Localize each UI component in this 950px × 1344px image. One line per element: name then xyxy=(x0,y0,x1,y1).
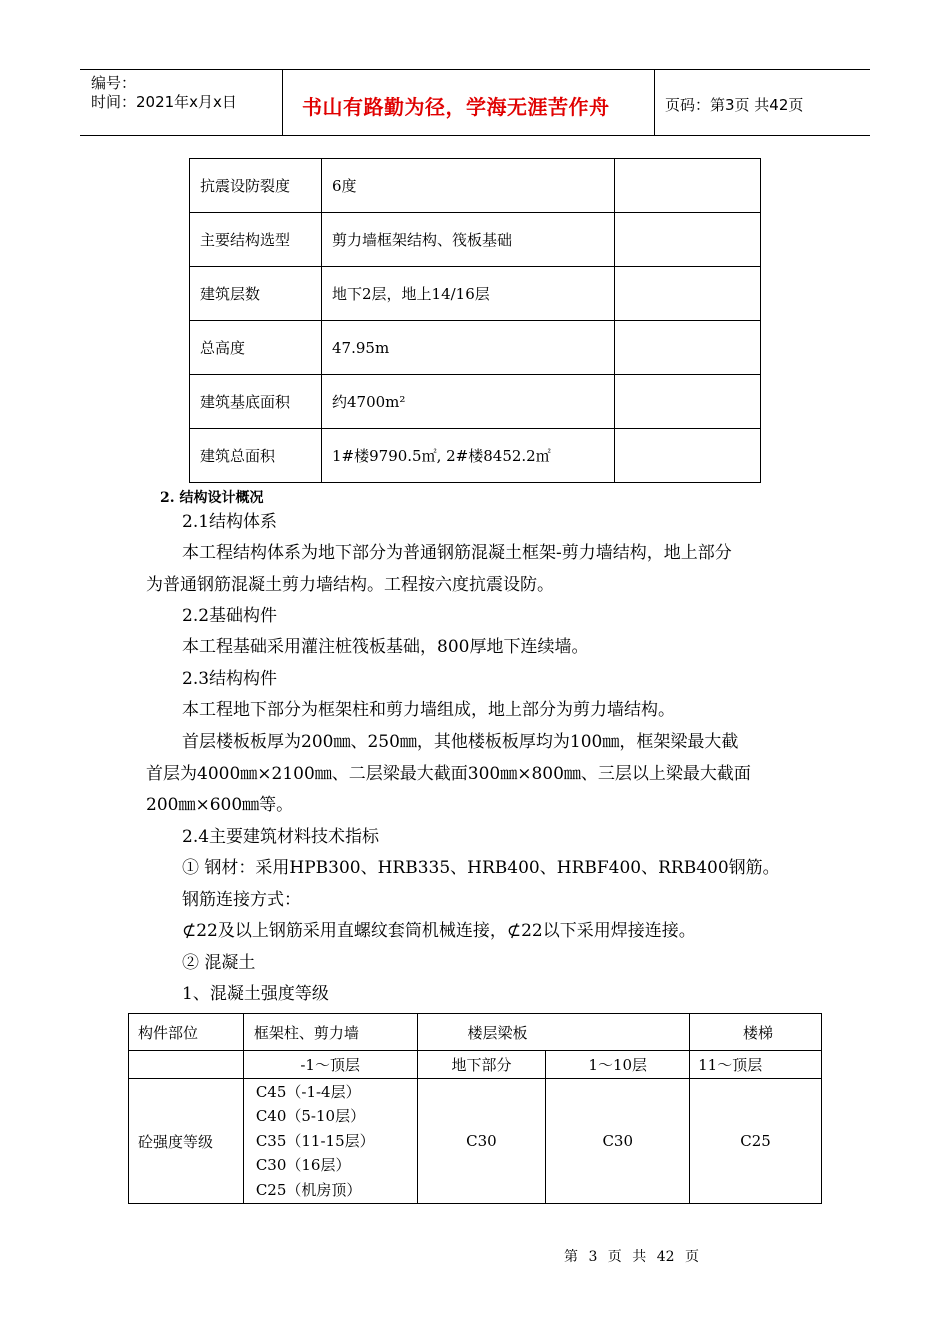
table-row xyxy=(190,321,761,375)
row-value: 地下2层，地上14/16层 xyxy=(322,267,615,321)
slab-1-10-grade: C30 xyxy=(546,1079,690,1204)
header-slab: 楼层梁板 xyxy=(417,1014,690,1051)
motto: 书山有路勤为径，学海无涯苦作舟 xyxy=(302,95,610,119)
table-row xyxy=(190,429,761,483)
row-extra xyxy=(615,375,761,429)
row-extra xyxy=(615,267,761,321)
paragraph: ② 混凝土 xyxy=(182,953,256,973)
table-row xyxy=(190,267,761,321)
time-label: 时间：2021年x月x日 xyxy=(91,93,237,111)
page-label: 页码：第3页 共42页 xyxy=(665,96,804,114)
grade-item: C40（5-10层） xyxy=(255,1107,366,1126)
overview-table xyxy=(189,158,761,483)
paragraph: ① 钢材：采用HPB300、HRB335、HRB400、HRBF400、RRB400钢筋。 xyxy=(182,858,780,878)
section-title: 2. 结构设计概况 xyxy=(160,490,264,506)
row-value: 剪力墙框架结构、筏板基础 xyxy=(322,213,615,267)
paragraph: 1、混凝土强度等级 xyxy=(182,984,329,1004)
row-label: 抗震设防裂度 xyxy=(190,159,322,213)
row-label: 总高度 xyxy=(190,321,322,375)
row-extra xyxy=(615,429,761,483)
row-label: 建筑层数 xyxy=(190,267,322,321)
subheader-stair-range: 11～顶层 xyxy=(690,1051,822,1079)
grade-item: C35（11-15层） xyxy=(255,1131,375,1150)
header-top-rule xyxy=(80,69,870,70)
table-row xyxy=(129,1079,822,1204)
grade-item: C45（-1-4层） xyxy=(255,1082,361,1101)
row-extra xyxy=(615,159,761,213)
header-stair: 楼梯 xyxy=(690,1014,822,1051)
row-extra xyxy=(615,321,761,375)
grade-item: C30（16层） xyxy=(255,1156,351,1175)
header-divider-right xyxy=(654,69,655,136)
paragraph: 钢筋连接方式： xyxy=(182,890,301,910)
row-extra xyxy=(615,213,761,267)
subsection-title-2-3: 2.3结构构件 xyxy=(182,669,278,689)
paragraph: ⊄22及以上钢筋采用直螺纹套筒机械连接，⊄22以下采用焊接连接。 xyxy=(182,921,696,941)
table-row xyxy=(190,213,761,267)
header-part: 构件部位 xyxy=(129,1014,244,1051)
subsection-title-2-2: 2.2基础构件 xyxy=(182,606,278,626)
row-value: 6度 xyxy=(322,159,615,213)
page-footer: 第 3 页 共 42 页 xyxy=(564,1249,699,1265)
row-label: 建筑基底面积 xyxy=(190,375,322,429)
header-wall: 框架柱、剪力墙 xyxy=(243,1014,417,1051)
wall-grade-list xyxy=(243,1079,417,1204)
row-label: 主要结构选型 xyxy=(190,213,322,267)
table-subheader-row xyxy=(129,1051,822,1079)
subsection-title-2-1: 2.1结构体系 xyxy=(182,512,278,532)
subsection-title-2-4: 2.4主要建筑材料技术指标 xyxy=(182,827,380,847)
table-header-row xyxy=(129,1014,822,1051)
paragraph: 为普通钢筋混凝土剪力墙结构。工程按六度抗震设防。 xyxy=(146,575,554,595)
paragraph: 首层为4000㎜×2100㎜、二层梁最大截面300㎜×800㎜、三层以上梁最大截面 xyxy=(146,764,751,784)
stair-grade: C25 xyxy=(690,1079,822,1204)
grade-item: C25（机房顶） xyxy=(255,1180,362,1199)
concrete-table xyxy=(128,1013,822,1204)
paragraph: 本工程地下部分为框架柱和剪力墙组成，地上部分为剪力墙结构。 xyxy=(182,700,675,720)
row-value: 约4700m² xyxy=(322,375,615,429)
subheader-blank xyxy=(129,1051,244,1079)
paragraph: 本工程基础采用灌注桩筏板基础，800厚地下连续墙。 xyxy=(182,637,589,657)
row-value: 47.95m xyxy=(322,321,615,375)
code-label: 编号： xyxy=(91,74,137,92)
subheader-slab-1-10: 1～10层 xyxy=(546,1051,690,1079)
row-value: 1#楼9790.5㎡, 2#楼8452.2㎡ xyxy=(322,429,615,483)
table-row xyxy=(190,159,761,213)
header-divider-left xyxy=(282,69,283,136)
header-bottom-rule xyxy=(80,135,870,136)
paragraph: 首层楼板板厚为200㎜、250㎜，其他楼板板厚均为100㎜，框架梁最大截 xyxy=(182,732,739,752)
paragraph: 本工程结构体系为地下部分为普通钢筋混凝土框架-剪力墙结构，地上部分 xyxy=(182,543,732,563)
subheader-wall-range: -1～顶层 xyxy=(243,1051,417,1079)
row-label: 建筑总面积 xyxy=(190,429,322,483)
row-label: 砼强度等级 xyxy=(129,1079,244,1204)
subheader-slab-under: 地下部分 xyxy=(417,1051,546,1079)
slab-under-grade: C30 xyxy=(417,1079,546,1204)
table-row xyxy=(190,375,761,429)
paragraph: 200㎜×600㎜等。 xyxy=(146,795,294,815)
